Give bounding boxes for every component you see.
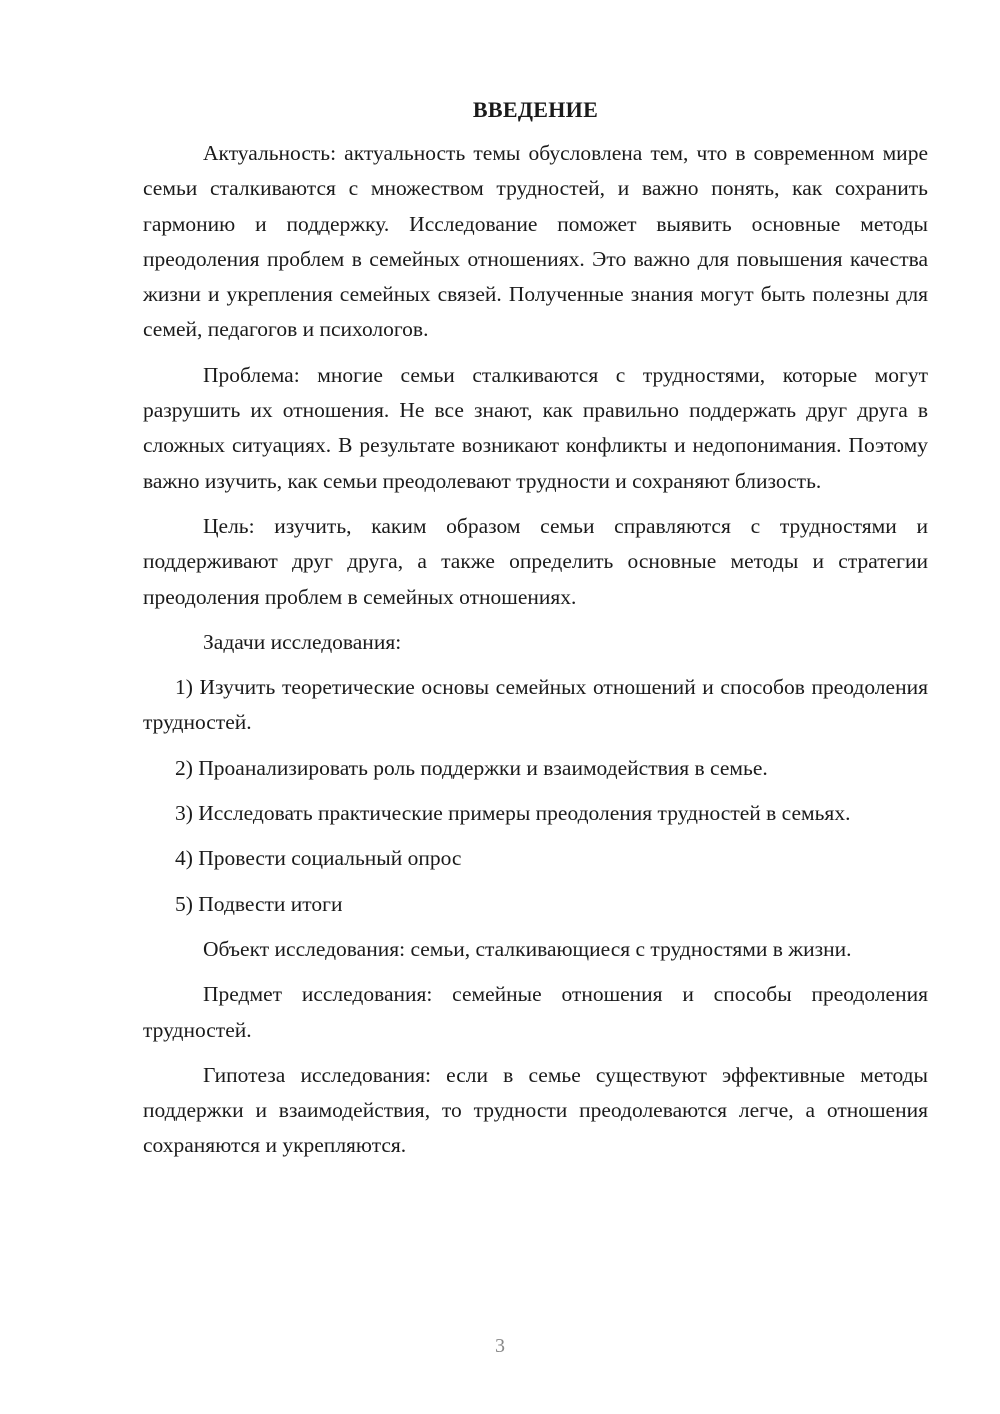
task-item-4: 4) Провести социальный опрос xyxy=(175,846,462,871)
tasks-heading: Задачи исследования: xyxy=(203,629,402,654)
task-item-3: 3) Исследовать практические примеры преодоления трудностей в семьях. xyxy=(175,801,851,826)
page-number: 3 xyxy=(495,1335,505,1357)
task-item-1: 1) Изучить теоретические основы семейных отношений и способов преодоления трудностей. xyxy=(143,675,928,735)
task-item-5: 5) Подвести итоги xyxy=(175,891,343,916)
task-item-2: 2) Проанализировать роль поддержки и взаимодействия в семье. xyxy=(175,755,768,780)
paragraph-object: Объект исследования: семьи, сталкивающиеся с трудностями в жизни. xyxy=(203,936,852,961)
document-page xyxy=(143,96,928,1174)
paragraph-hypothesis: Гипотеза исследования: если в семье существуют эффективные методы поддержки и взаимодействия, то трудности преодолеваются легче, а отношения сохраняются и укрепляются. xyxy=(143,1062,928,1158)
paragraph-subject: Предмет исследования: семейные отношения и способы преодоления трудностей. xyxy=(143,982,928,1042)
paragraph-relevance: Актуальность: актуальность темы обусловлена тем, что в современном мире семьи сталкиваются с множеством трудностей, и важно понять, как сохранить гармонию и поддержку. Исследование поможет выявить основные методы преодоления проблем в семейных отношениях. Это важно для повышения качества жизни и укрепления семейных связей. Полученные знания могут быть полезны для семей, педагогов и психологов. xyxy=(143,141,928,342)
section-title: ВВЕДЕНИЕ xyxy=(472,97,599,122)
paragraph-problem: Проблема: многие семьи сталкиваются с трудностями, которые могут разрушить их отношения. Не все знают, как правильно поддержать друг друга в сложных ситуациях. В результате возникают конфликты и недопонимания. Поэтому важно изучить, как семьи преодолевают трудности и сохраняют близость. xyxy=(143,362,928,493)
paragraph-goal: Цель: изучить, каким образом семьи справляются с трудностями и поддерживают друг друга, а также определить основные методы и стратегии преодоления проблем в семейных отношениях. xyxy=(143,513,928,609)
